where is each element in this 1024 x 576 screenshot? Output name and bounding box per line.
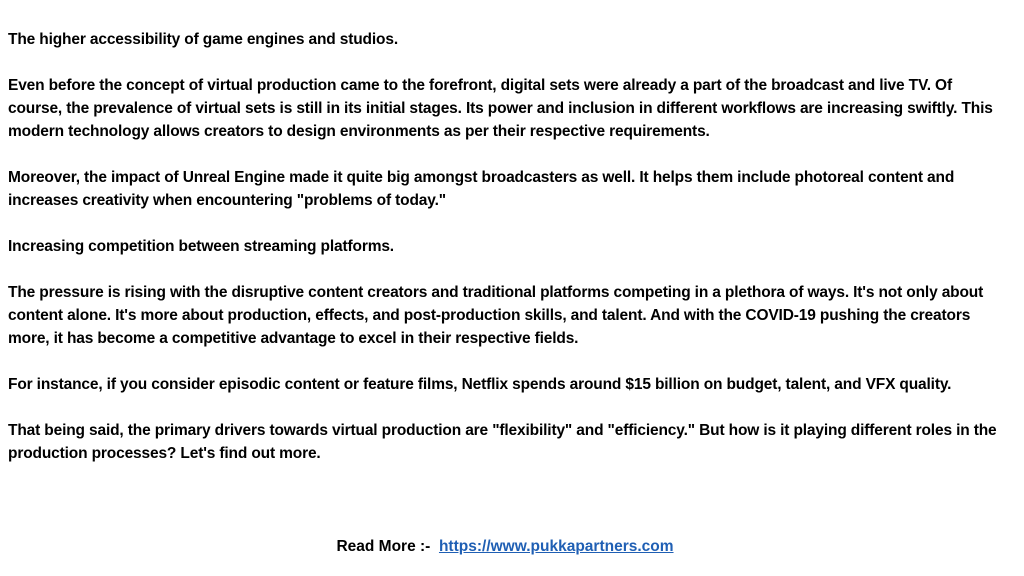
heading-game-engines: The higher accessibility of game engines and studios. xyxy=(8,31,398,48)
read-more-label: Read More :- xyxy=(336,538,431,555)
paragraph-primary-drivers: That being said, the primary drivers towards virtual production are "flexibility" and "efficiency." But how is it playing different roles in the production processes? Let's find out more. xyxy=(8,422,997,462)
paragraph-netflix-spending: For instance, if you consider episodic content or feature films, Netflix spends around $15 billion on budget, talent, and VFX quality. xyxy=(8,376,952,393)
paragraph-unreal-engine: Moreover, the impact of Unreal Engine made it quite big amongst broadcasters as well. It helps them include photoreal content and increases creativity when encountering "problems of today." xyxy=(8,169,955,209)
paragraph-digital-sets: Even before the concept of virtual production came to the forefront, digital sets were already a part of the broadcast and live TV. Of course, the prevalence of virtual sets is still in its initial stages. Its power and inclusion in different workflows are increasing swiftly. This modern technology allows creators to design environments as per their respective requirements. xyxy=(8,77,993,140)
paragraph-pressure-rising: The pressure is rising with the disruptive content creators and traditional platforms competing in a plethora of ways. It's not only about content alone. It's more about production, effects, and post-production skills, and talent. And with the COVID-19 pushing the creators more, it has become a competitive advantage to excel in their respective fields. xyxy=(8,284,984,347)
heading-streaming-competition: Increasing competition between streaming platforms. xyxy=(8,238,394,255)
document-body xyxy=(8,28,1008,488)
website-link[interactable]: https://www.pukkapartners.com xyxy=(438,538,674,555)
read-more-footer xyxy=(0,535,1010,558)
